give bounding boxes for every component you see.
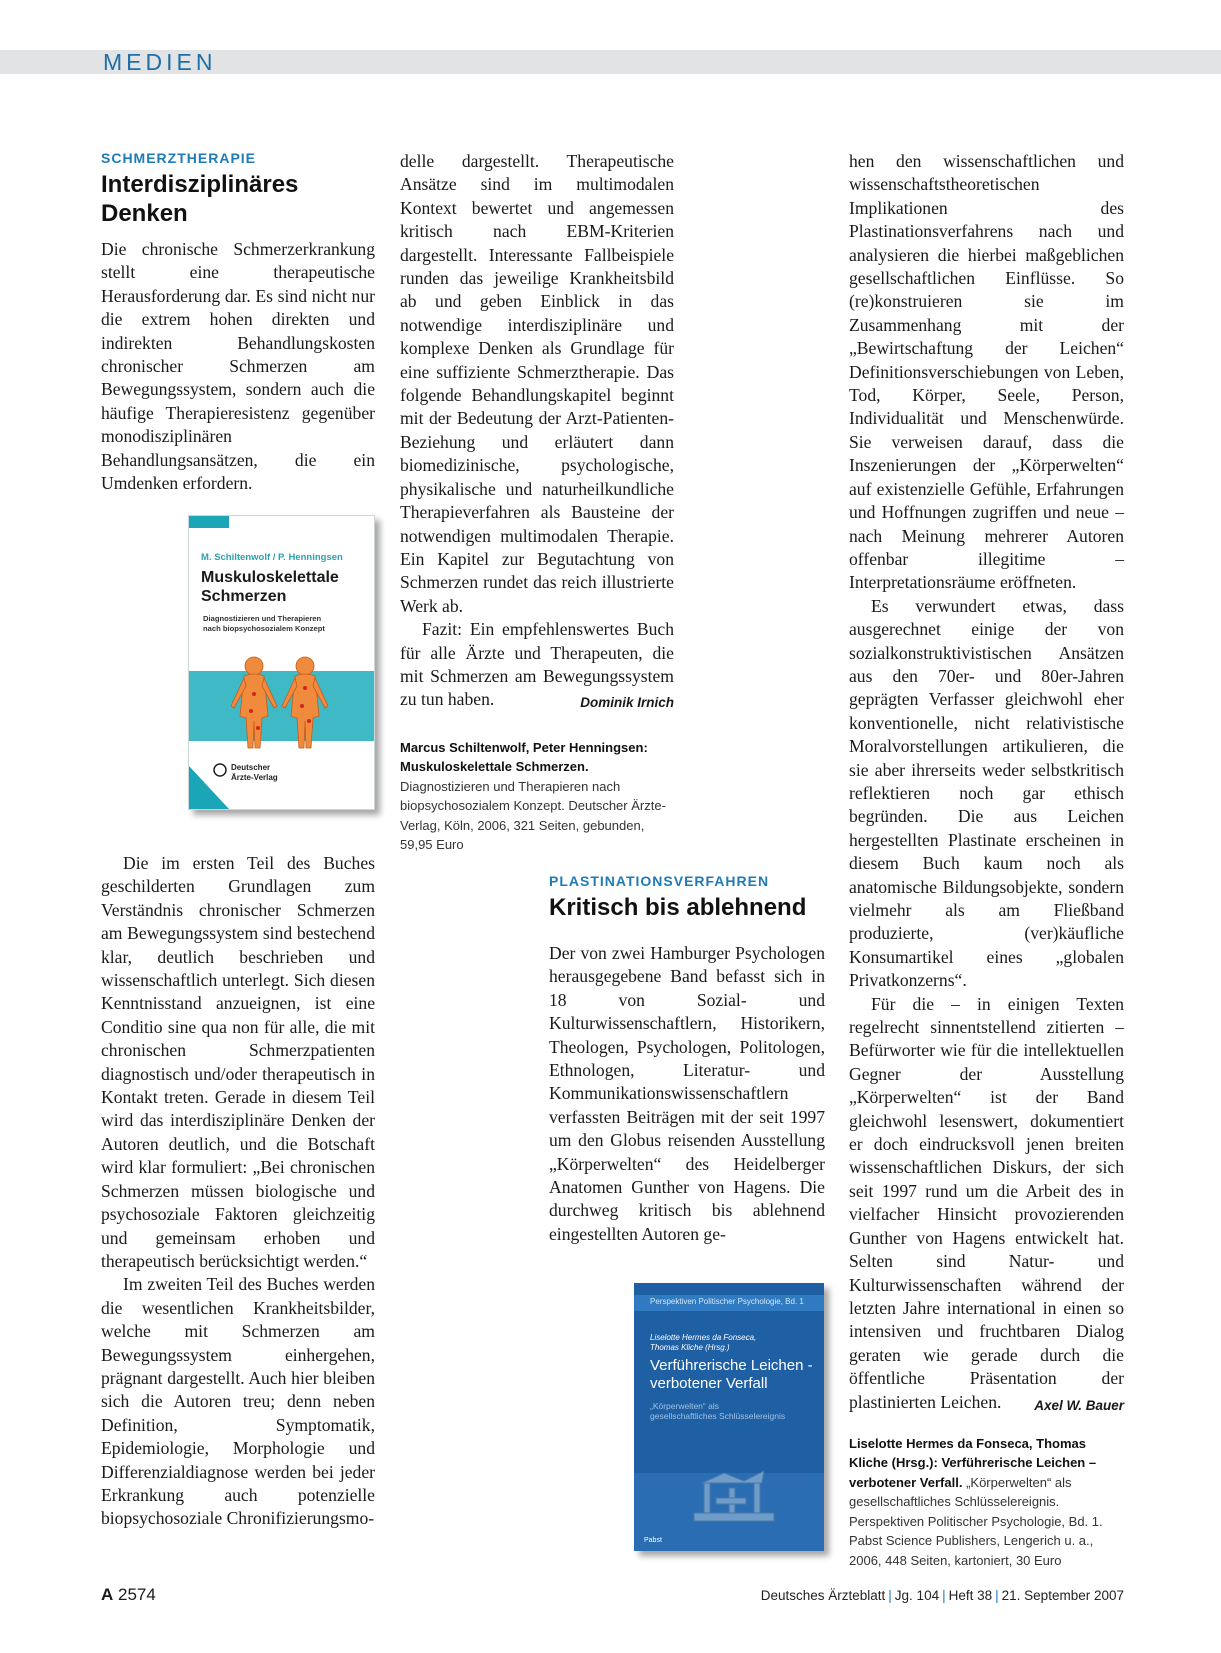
journal-date: 21. September 2007	[1001, 1588, 1124, 1603]
article2-para3: Es verwundert etwas, dass ausgerechnet einige der von sozialkonstruktivistischen Ansätzen aus den 70er- und 80er-Jahren geprägten Verfasser gleichwohl eher konventionelle, nicht relativistische Moralvorstellungen artikulieren, die sie aber ihrerseits weder selbstkritisch reflektieren noch gar ethisch begründen. Die aus Leichen hergestellten Plastinate erscheinen in diesem Buch kaum noch als anatomische Bildungsobjekte, sondern vielmehr als am Fließband produzierte, (ver)käufliche Konsumartikel eines „globalen Privatkonzerns“.	[849, 595, 1124, 991]
article1-para1: Die chronische Schmerzerkrankung stellt eine therapeutische Herausforderung dar. Es sind nicht nur die extrem hohen direkten und indirekten Behandlungskosten chronischer Schmerzen am Bewegungssystem, sondern auch die häufige Therapieresistenz gegenüber monodisziplinären Behandlungsansätzen, die ein Umdenken erfordern.	[101, 239, 375, 494]
cover1-title-line1: Muskuloskelettale	[201, 569, 339, 586]
cover1-title-line2: Schmerzen	[201, 588, 287, 605]
article1-intro	[101, 150, 375, 495]
cover2-editors-line1: Liselotte Hermes da Fonseca,	[650, 1333, 757, 1342]
cover1-publisher-line1: Deutscher	[231, 763, 271, 772]
cover1-publisher	[231, 763, 278, 783]
article1-kicker: SCHMERZTHERAPIE	[101, 150, 257, 166]
cover2-editors-line2: Thomas Kliche (Hrsg.)	[650, 1343, 730, 1352]
article2-para1: Der von zwei Hamburger Psychologen herausgegebene Band befasst sich in 18 von Sozial- und Kulturwissenschaftlern, Historikern, Theologen, Psychologen, Politologen, Ethnologen, Literatur- und Kommunikationswissenschaftlern verfassten Beiträgen mit der seit 1997 um den Globus reisenden Ausstellung „Körperwelten“ des Heidelberger Anatomen Gunther von Hagens. Die durchweg kritisch bis ablehnend eingestellten Autoren ge-	[549, 943, 825, 1244]
cover2-series: Perspektiven Politischer Psychologie, Bd. 1	[650, 1297, 804, 1306]
page-number-value: 2574	[118, 1585, 156, 1604]
article2-bibliography	[849, 1434, 1124, 1571]
article1-para2: Die im ersten Teil des Buches geschilderten Grundlagen zum Verständnis chronischer Schmerzen am Bewegungssystem sind bestechend klar, deutlich beschrieben und wissenschaftlich unterlegt. Sich diesen Kenntnisstand anzueignen, ist eine Conditio sine qua non für alle, die mit chronischen Schmerzpatienten diagnostisch und/oder therapeutisch in Kontakt treten. Gerade in diesem Teil wird das interdisziplinäre Denken der Autoren deutlich, und die Botschaft wird klar formuliert: „Bei chronischen Schmerzen müssen biologische und psychosoziale Faktoren gleichzeitig und gemeinsam erhoben und therapeutisch berücksichtigt werden.“	[101, 853, 375, 1271]
cover1-authors: M. Schiltenwolf / P. Henningsen	[201, 552, 343, 563]
article1-body-col2	[400, 150, 674, 855]
article1-author: Dominik Irnich	[580, 695, 674, 711]
cover2-subtitle-line1: „Körperwelten“ als	[650, 1401, 719, 1411]
article2-intro	[549, 873, 825, 1246]
article1-headline	[101, 170, 375, 228]
article2-headline: Kritisch bis ablehnend	[549, 894, 807, 921]
cover2-sculpture-graphic	[634, 1283, 824, 1551]
article1-para5	[400, 618, 674, 712]
cover2-subtitle-line2: gesellschaftliches Schlüsselereignis	[650, 1411, 786, 1421]
article1-headline-line2: Denken	[101, 200, 188, 227]
page-prefix: A	[101, 1585, 114, 1604]
article2-kicker: PLASTINATIONSVERFAHREN	[549, 873, 770, 889]
article2-para4	[849, 993, 1124, 1414]
article1-biblio-bold: Marcus Schiltenwolf, Peter Henningsen: Muskuloskelettale Schmerzen.	[400, 739, 648, 775]
footer-separator: |	[942, 1588, 946, 1603]
article2-biblio-rest: „Körperwelten“ als gesellschaftliches Schlüsselereignis. Perspektiven Politischer Psychologie, Bd. 1. Pabst Science Publishers, Lengerich u. a., 2006, 448 Seiten, kartoniert, 30 Euro	[849, 1474, 1103, 1568]
article1-biblio-rest: Diagnostizieren und Therapieren nach biopsychosozialem Konzept. Deutscher Ärzte-Verlag, Köln, 2006, 321 Seiten, gebunden, 59,95 Euro	[400, 778, 666, 853]
page-number	[101, 1585, 156, 1605]
article2-para4-text: Für die – in einigen Texten regelrecht sinnentstellend zitierten – Befürworter wie für die intellektuellen Gegner der Ausstellung „Körperwelten“ ist der Band gleichwohl lesenswert, dokumentiert er doch eindrucksvoll jenen breiten wissenschaftlichen Diskurs, der sich seit 1997 rund um die Arbeit des in vielfacher Hinsicht provozierenden Gunther von Hagens entwickelt hat. Selten sind Natur- und Kulturwissenschaften während der letzten Jahre international in einen so intensiven und fruchtbaren Dialog geraten wie gerade durch die öffentliche Präsentation der plastinierten Leichen.	[849, 993, 1124, 1412]
journal-volume: Jg. 104	[894, 1588, 940, 1603]
article2-author: Axel W. Bauer	[1034, 1397, 1124, 1413]
footer-separator: |	[995, 1588, 999, 1603]
cover2-title-line2: verbotener Verfall	[650, 1375, 768, 1392]
journal-issue: Heft 38	[948, 1588, 993, 1603]
article1-para4: delle dargestellt. Therapeutische Ansätze sind im multimodalen Kontext bewertet und angemessen kritisch nach EBM-Kriterien dargestellt. Interessante Fallbeispiele runden das jeweilige Krankheitsbild ab und geben Einblick in das notwendige interdisziplinäre und komplexe Denken als Grundlage für eine suffiziente Schmerztherapie. Das folgende Behandlungskapitel beginnt mit der Bedeutung der Arzt-Patienten-Beziehung und erläutert dann biomedizinische, psychologische, physikalische und naturheilkundliche Therapieverfahren als Bausteine der notwendigen multimodalen Therapie. Ein Kapitel zur Begutachtung von Schmerzen rundet das reich illustrierte Werk ab.	[400, 151, 674, 616]
footer-separator: |	[888, 1588, 892, 1603]
cover2-title-line1: Verführerische Leichen -	[650, 1357, 813, 1374]
cover1-subtitle-line2: nach biopsychosozialem Konzept	[203, 624, 325, 633]
cover2-publisher: Pabst	[644, 1537, 662, 1544]
article1-para3: Im zweiten Teil des Buches werden die wesentlichen Krankheitsbilder, welche mit Schmerzen am Bewegungssystem einhergehen, prägnant dargestellt. Auch hier bleiben sich die Autoren treu; denn neben Definition, Symptomatik, Epidemiologie, Morphologie und Differenzialdiagnose werden bei jeder Erkrankung auch potenzielle biopsychosoziale Chronifizierungsmo-	[101, 1274, 375, 1529]
journal-name: Deutsches Ärzteblatt	[760, 1588, 886, 1603]
article2-body-col3	[849, 150, 1124, 1570]
article1-para5-text: Fazit: Ein empfehlenswertes Buch für alle Ärzte und Therapeuten, die mit Schmerzen am Bewegungssystem zu tun haben.	[400, 619, 674, 710]
book-cover-verfuehrerische-leichen	[634, 1283, 824, 1551]
cover1-publisher-line2: Ärzte-Verlag	[231, 773, 278, 782]
article2-biblio-bold: Liselotte Hermes da Fonseca, Thomas Kliche (Hrsg.): Verführerische Leichen – verbotener Verfall.	[849, 1435, 1097, 1490]
section-label: MEDIEN	[103, 49, 217, 75]
cover1-subtitle-line1: Diagnostizieren und Therapieren	[203, 614, 322, 623]
cover1-subtitle	[203, 614, 325, 634]
article1-body-col1	[101, 852, 375, 1531]
book-cover-muskuloskelettale	[188, 515, 375, 810]
article2-para2: hen den wissenschaftlichen und wissenschaftstheoretischen Implikationen des Plastinationsverfahrens nach und analysieren die hierbei maßgeblichen gesellschaftlichen Einflüsse. So (re)konstruieren sie im Zusammenhang mit der „Bewirtschaftung der Leichen“ Definitionsverschiebungen von Leben, Tod, Körper, Seele, Person, Individualität und Menschenwürde. Sie verweisen darauf, dass die Inszenierungen der „Körperwelten“ auf existenzielle Gefühle, Erfahrungen und Hoffnungen zugriffen und neue – nach Meinung mehrerer Autoren offenbar illegitime – Interpretationsräume eröffneten.	[849, 151, 1124, 593]
cover1-title	[201, 568, 339, 606]
article1-headline-line1: Interdisziplinäres	[101, 171, 299, 198]
article1-bibliography	[400, 738, 674, 855]
journal-footer	[761, 1588, 1124, 1603]
